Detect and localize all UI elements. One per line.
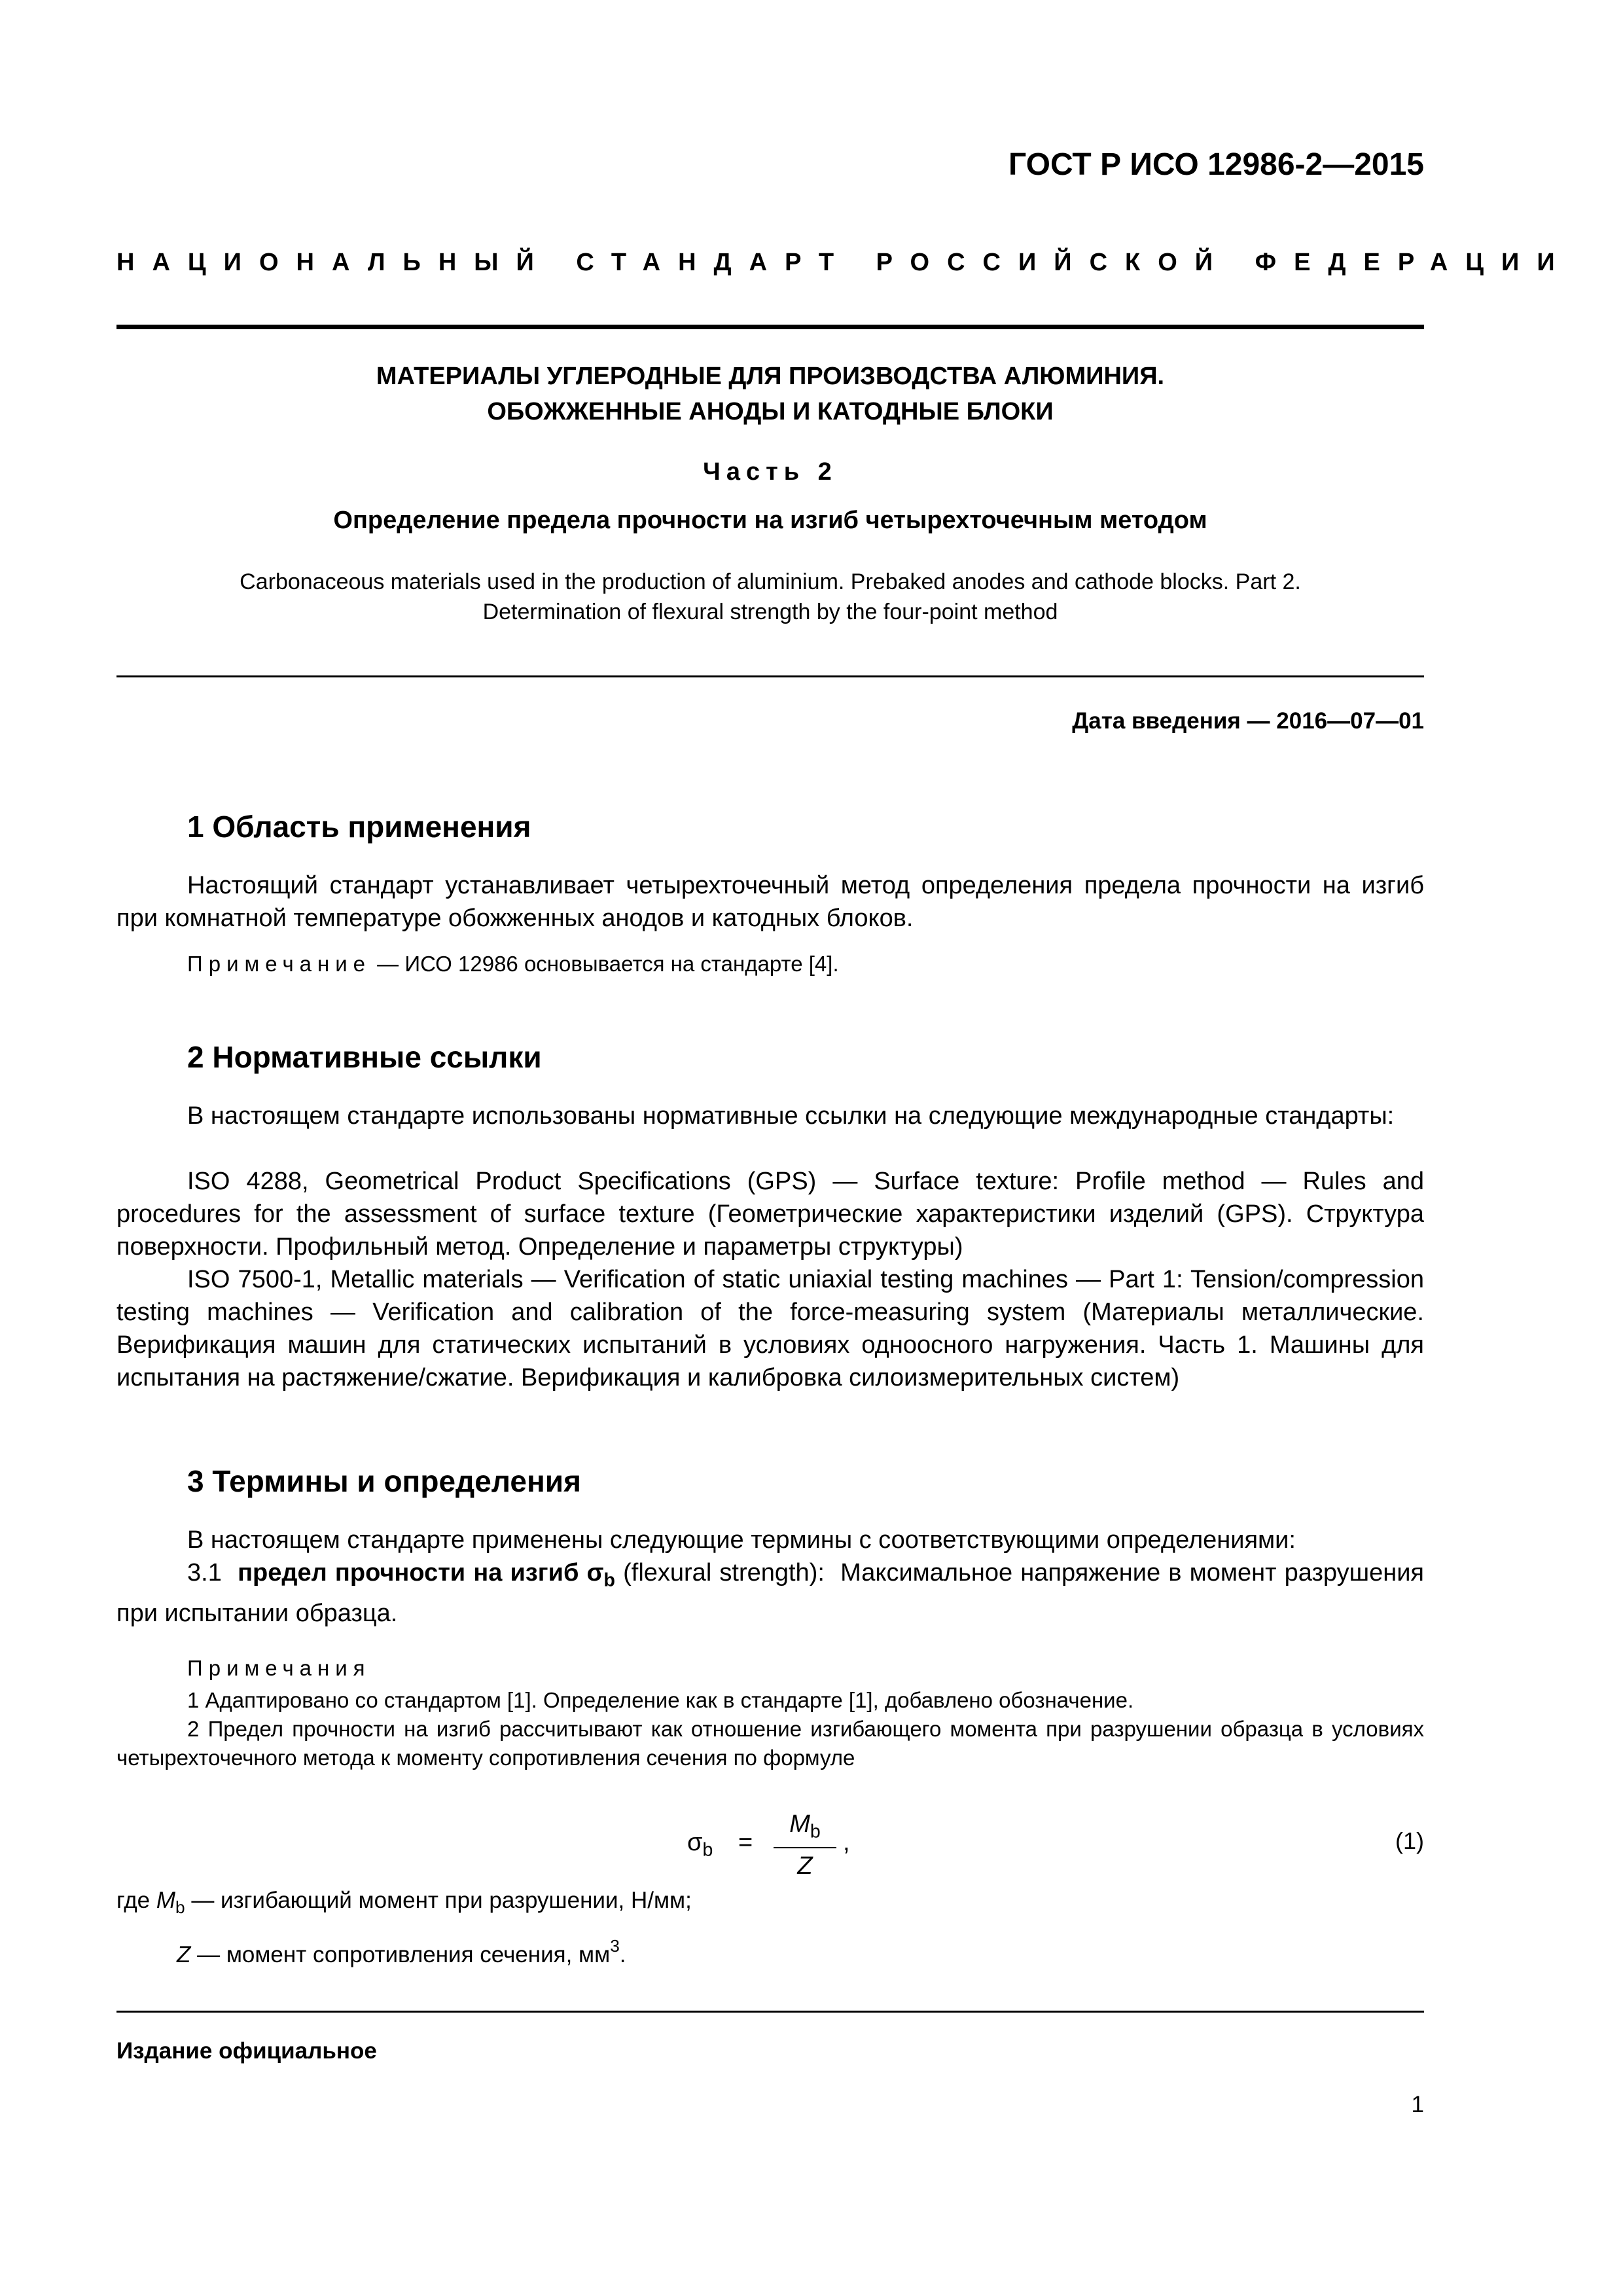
- section-3-note-2: 2 Предел прочности на изгиб рассчитывают как отношение изгибающего момента при разрушении образца в условиях четырехточечного метода к моменту сопротивления сечения по формуле: [116, 1717, 1424, 1770]
- document-number: ГОСТ Р ИСО 12986-2—2015: [1008, 147, 1424, 182]
- term-definition: Максимальное напряжение в момент разрушения при испытании образца.: [116, 1559, 1425, 1627]
- formula-1: [687, 1806, 883, 1892]
- section-2-heading: 2 Нормативные ссылки: [187, 1040, 542, 1074]
- section-1-note: [187, 952, 839, 977]
- title-rule: [116, 675, 1424, 677]
- formula-lhs: $\sigma_b$: [687, 1829, 713, 1861]
- page-number: 1: [1411, 2092, 1424, 2117]
- section-2-reference-2: ISO 7500-1, Metallic materials — Verification of static uniaxial testing machines — Part 1: Tension/compression testing machines — Verification and calibration of the force-measuring system (Материалы металлические. Верификация машин для статических испытаний в условиях одноосного нагружения. Часть 1. Машины для испытания на растяжение/сжатие. Верификация и калибровка силоизмерительных систем): [116, 1266, 1424, 1391]
- english-title-line-2: Determination of flexural strength by the four-point method: [482, 600, 1058, 624]
- title-line-1: МАТЕРИАЛЫ УГЛЕРОДНЫЕ ДЛЯ ПРОИЗВОДСТВА АЛЮМИНИЯ.: [376, 363, 1165, 390]
- term-3-1: [116, 1556, 1424, 1630]
- english-title: [116, 567, 1424, 627]
- section-2-intro: В настоящем стандарте использованы нормативные ссылки на следующие международные стандарты:: [187, 1102, 1395, 1130]
- section-3-intro: В настоящем стандарте применены следующие термины с соответствующими определениями:: [187, 1526, 1296, 1554]
- introduction-date: Дата введения — 2016—07—01: [1072, 708, 1424, 734]
- national-standard-banner: НАЦИОНАЛЬНЫЙ СТАНДАРТ РОССИЙСКОЙ ФЕДЕРАЦИИ: [116, 249, 1573, 276]
- note-text: — ИСО 12986 основывается на стандарте [4].: [371, 952, 839, 976]
- formula-comma: ,: [843, 1829, 850, 1856]
- section-2-reference-1: ISO 4288, Geometrical Product Specifications (GPS) — Surface texture: Profile method — Rules and procedures for the assessment of surface texture (Геометрические характеристики изделий (GPS). Структура поверхности. Профильный метод. Определение и параметры структуры): [116, 1168, 1424, 1261]
- formula-denominator: Z: [797, 1852, 813, 1880]
- title-line-2: ОБОЖЖЕННЫЕ АНОДЫ И КАТОДНЫЕ БЛОКИ: [487, 398, 1054, 425]
- term-english: (flexural strength):: [623, 1559, 825, 1587]
- top-rule: [116, 325, 1424, 329]
- section-3-heading: 3 Термины и определения: [187, 1464, 581, 1498]
- where-line-2: Z — момент сопротивления сечения, $мм^3$.: [177, 1936, 626, 1967]
- formula-numerator: $M_b$: [789, 1810, 821, 1842]
- section-1-text: Настоящий стандарт устанавливает четырехточечный метод определения предела прочности на изгиб при комнатной температуре обожженных анодов и катодных блоков.: [116, 872, 1424, 932]
- term-number: 3.1: [187, 1559, 222, 1587]
- part-label: Часть 2: [703, 458, 838, 486]
- section-3-note-1: 1 Адаптировано со стандартом [1]. Определение как в стандарте [1], добавлено обозначение.: [187, 1688, 1134, 1712]
- section-1-heading: 1 Область применения: [187, 810, 531, 844]
- term-name: предел прочности на изгиб $\sigma_b$: [238, 1559, 615, 1591]
- formula-equals: =: [738, 1829, 753, 1856]
- official-edition: Издание официальное: [116, 2038, 377, 2064]
- equation-number: (1): [1395, 1827, 1424, 1854]
- english-title-line-1: Carbonaceous materials used in the production of aluminium. Prebaked anodes and cathode blocks. Part 2.: [240, 569, 1301, 594]
- part-subtitle: Определение предела прочности на изгиб четырехточечным методом: [333, 507, 1207, 534]
- footer-rule: [116, 2011, 1424, 2013]
- note-label: Примечание: [187, 952, 372, 976]
- fraction-bar: [774, 1847, 836, 1848]
- where-line-1: где $M_b$ — изгибающий момент при разрушении, Н/мм;: [116, 1888, 692, 1917]
- section-3-notes-label: Примечания: [187, 1656, 371, 1680]
- document-title: [116, 359, 1424, 429]
